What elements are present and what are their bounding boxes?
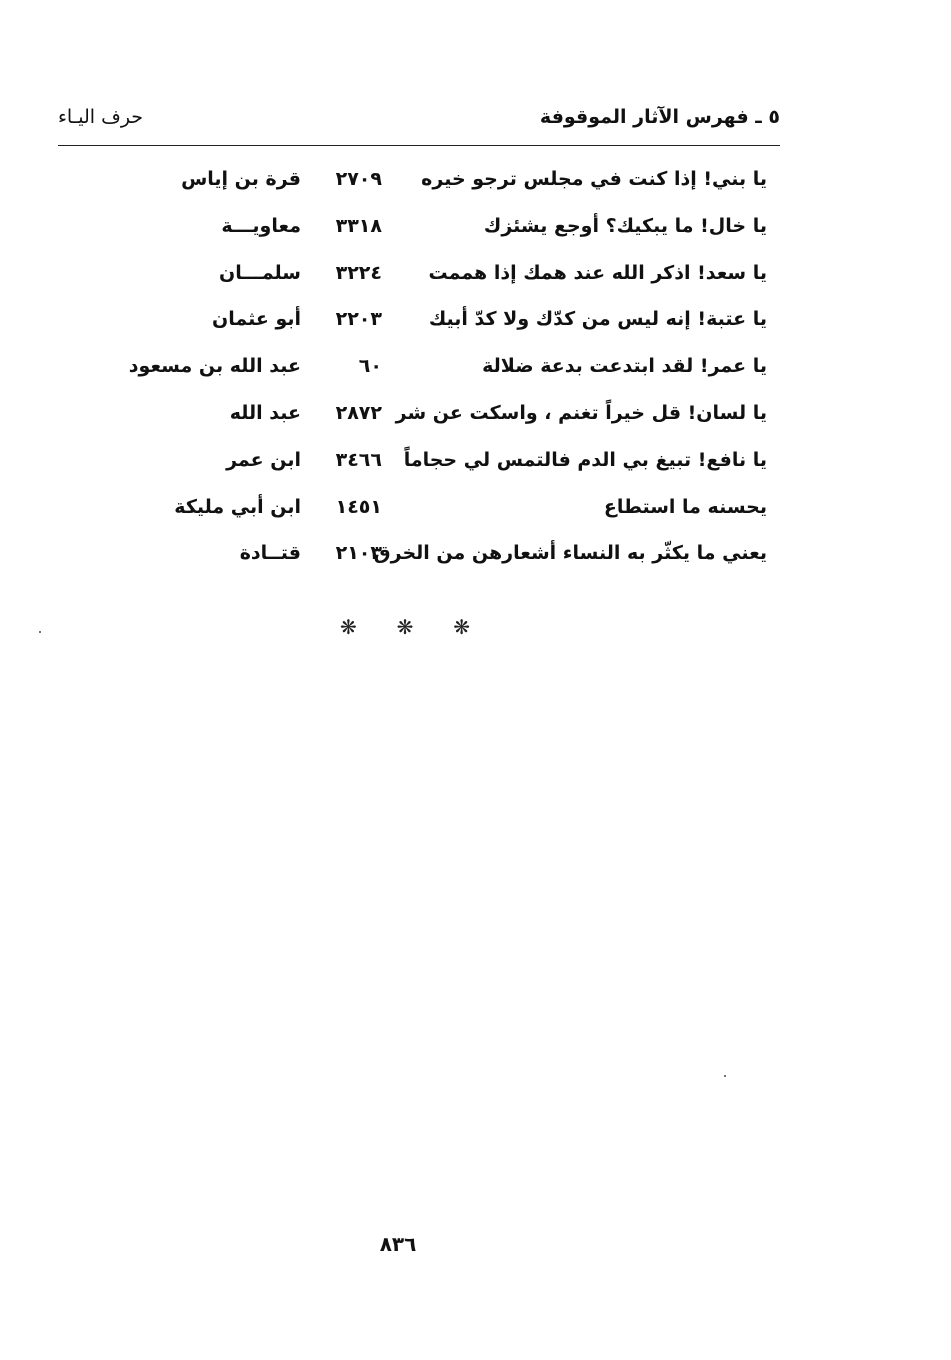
entry-narrator: قرة بن إياس (181, 168, 301, 190)
entry-phrase: يا عمر! لقد ابتدعت بدعة ضلالة (482, 355, 767, 378)
entry-phrase: يا لسان! قل خيراً تغنم ، واسكت عن شر (395, 401, 767, 424)
scan-speck (39, 631, 41, 633)
asterism-star-icon: ❋ (396, 615, 414, 639)
entry-narrator: قتــادة (239, 542, 301, 565)
page-header (58, 100, 780, 140)
entry-narrator: عبد الله (229, 401, 301, 424)
entry-number: ٣٤٦٦ (335, 448, 382, 471)
list-item (0, 209, 951, 256)
scan-speck (724, 1075, 726, 1077)
entry-number: ٢٨٧٢ (335, 401, 382, 424)
entry-phrase: يا خال! ما يبكيك؟ أوجع يشئزك (483, 214, 767, 237)
asterism-star-icon: ❋ (453, 615, 470, 639)
entry-narrator: معاويـــة (221, 214, 301, 237)
entry-number: ٢٢٠٣ (335, 308, 382, 331)
entry-number: ٢١٠٣ (335, 542, 382, 565)
list-item (0, 490, 951, 537)
entry-phrase: يحسنه ما استطاع (603, 495, 767, 518)
entry-phrase: يعني ما يكثّر به النساء أشعارهن من الخرق (373, 542, 767, 565)
entry-narrator: عبد الله بن مسعود (128, 355, 301, 378)
page-number: ٨٣٦ (379, 1232, 417, 1256)
list-item (0, 302, 951, 349)
list-item (0, 396, 951, 443)
entry-phrase: يا نافع! تبيغ بي الدم فالتمس لي حجاماً (403, 448, 767, 471)
entry-number: ٣٣١٨ (335, 214, 382, 237)
section-separator (340, 615, 470, 639)
list-item (0, 256, 951, 303)
section-title: ٥ ـ فهرس الآثار الموقوفة (539, 106, 780, 128)
entry-narrator: سلمـــان (218, 261, 301, 284)
entry-phrase: يا سعد! اذكر الله عند همك إذا هممت (428, 261, 767, 284)
entry-narrator: ابن عمر (226, 448, 301, 471)
entry-narrator: ابن أبي مليكة (174, 495, 301, 518)
entry-number: ١٤٥١ (335, 495, 382, 518)
list-item (0, 349, 951, 396)
entry-phrase: يا عتبة! إنه ليس من كدّك ولا كدّ أبيك (428, 308, 767, 331)
entry-number: ٢٧٠٩ (335, 168, 382, 190)
entry-phrase: يا بني! إذا كنت في مجلس ترجو خيره (421, 168, 767, 190)
entry-number: ٦٠ (358, 355, 382, 378)
list-item (0, 162, 951, 209)
list-item (0, 536, 951, 583)
index-list (0, 162, 951, 583)
letter-title: حرف اليـاء (58, 106, 144, 128)
asterism-star-icon: ❋ (340, 615, 357, 639)
list-item (0, 443, 951, 490)
header-rule (58, 145, 780, 146)
entry-narrator: أبو عثمان (212, 308, 301, 331)
entry-number: ٣٢٢٤ (335, 261, 382, 284)
